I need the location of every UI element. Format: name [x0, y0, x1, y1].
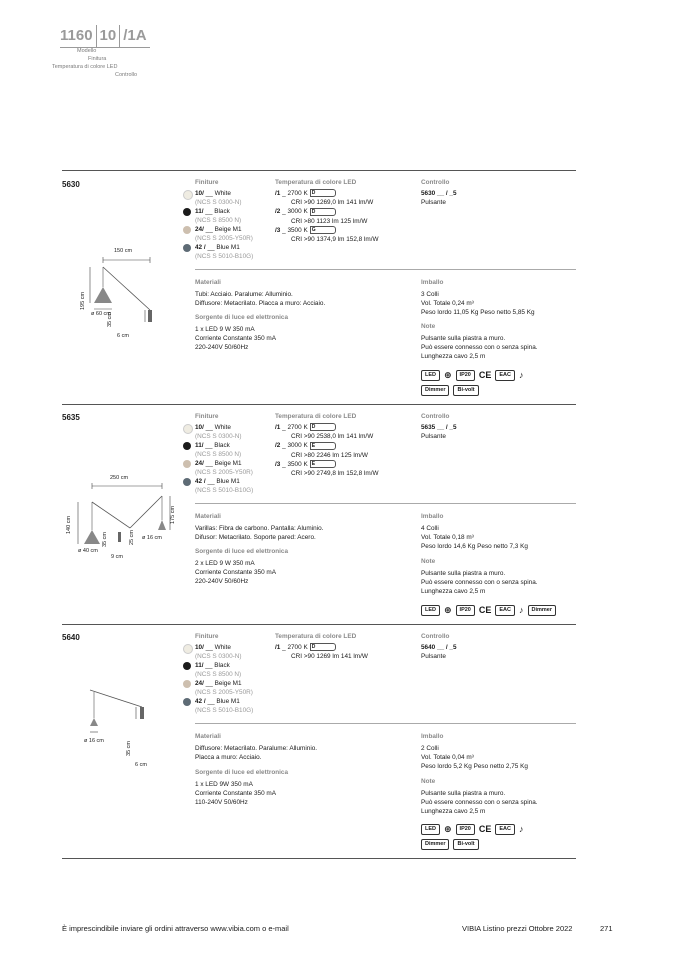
note-line: Può essere connesso con o senza spina. — [421, 344, 538, 351]
imballo-line: Vol. Totale 0,04 m³ — [421, 754, 474, 761]
sorgente-line: 110-240V 50/60Hz — [195, 799, 248, 806]
section-rule — [62, 170, 576, 171]
materiali-line: Diffusore: Metacrilato. Placca a muro: Acciaio. — [195, 300, 326, 307]
indoor-icon: ⊕ — [444, 370, 452, 380]
swatch-blue — [183, 698, 191, 706]
materiali-line: Tubi: Acciaio. Paralume: Alluminio. — [195, 291, 293, 298]
finish-list — [183, 643, 253, 715]
controllo-desc: Pulsante — [421, 199, 446, 206]
dim-label: 35 cm — [107, 312, 113, 327]
finish-white: 10/ __ White (NCS S 0300-N) — [183, 643, 253, 661]
materiali-line: Varillas: Fibra de carbono. Pantalla: Aluminio. — [195, 525, 324, 532]
controllo-desc: Pulsante — [421, 433, 446, 440]
finish-blue: 42 / __ Blue M1 (NCS S 5010-B10G) — [183, 243, 253, 261]
sorgente-line: Corriente Constante 350 mA — [195, 790, 276, 797]
led-class-icon: E — [310, 442, 336, 450]
led-class-icon: E — [310, 460, 336, 468]
temperature-list: /1 _ 2700 K D CRI >90 1269,0 lm 141 lm/W /2 _ 3000 K D CRI >80 1123 lm 125 lm/W /3 _ 3500 K G CRI >90 1374,9 lm 152,8 lm/W — [275, 190, 379, 244]
imballo-line: Peso lordo 5,2 Kg Peso netto 2,75 Kg — [421, 763, 528, 770]
sorgente-line: 220-240V 50/60Hz — [195, 344, 249, 351]
finish-list — [183, 423, 253, 495]
finish-black: 11/ __ Black (NCS S 8500 N) — [183, 661, 253, 679]
legend-label-control: Controllo — [115, 72, 138, 78]
note-line: Lunghezza cavo 2,5 m — [421, 353, 486, 360]
swatch-white — [183, 424, 193, 434]
controllo-code: 5640 __ / _5 — [421, 644, 457, 651]
product-code: 5640 — [62, 633, 80, 642]
dimmer-badge: Dimmer — [421, 839, 449, 850]
cert-badges-2 — [421, 385, 479, 396]
controllo-code: 5635 __ / _5 — [421, 424, 457, 431]
legend-label-temp: Temperatura di colore LED — [52, 64, 118, 70]
materiali-line: Placca a muro: Acciaio. — [195, 754, 262, 761]
dim-label: 150 cm — [114, 248, 133, 254]
finish-white: 10/ __ White (NCS S 0300-N) — [183, 189, 253, 207]
swatch-white — [183, 190, 193, 200]
plug-icon: ♪ — [519, 605, 524, 615]
code-legend — [52, 25, 180, 85]
note-heading: Note — [421, 558, 436, 565]
dim-label: 25 cm — [129, 530, 135, 545]
finish-beige: 24/ __ Beige M1 (NCS S 2005-Y50R) — [183, 225, 253, 243]
imballo-line: Vol. Totale 0,24 m³ — [421, 300, 474, 307]
note-line: Può essere connesso con o senza spina. — [421, 579, 538, 586]
eac-badge: EAC — [495, 824, 515, 835]
temperature-heading: Temperatura di colore LED — [275, 179, 357, 186]
bivolt-badge: Bi-volt — [453, 839, 478, 850]
imballo-heading: Imballo — [421, 733, 444, 740]
note-heading: Note — [421, 323, 436, 330]
note-heading: Note — [421, 778, 436, 785]
finiture-heading: Finiture — [195, 413, 219, 420]
note-line: Lunghezza cavo 2,5 m — [421, 808, 486, 815]
dim-label: 6 cm — [135, 762, 147, 768]
swatch-beige — [183, 460, 191, 468]
legend-code-model: 1160 — [60, 25, 97, 48]
imballo-line: 2 Colli — [421, 745, 439, 752]
led-class-icon: G — [310, 226, 336, 234]
finish-list — [183, 189, 253, 261]
finish-beige: 24/ __ Beige M1 (NCS S 2005-Y50R) — [183, 459, 253, 477]
imballo-line: 4 Colli — [421, 525, 439, 532]
imballo-line: Peso lordo 11,05 Kg Peso netto 5,85 Kg — [421, 309, 535, 316]
swatch-black — [183, 442, 191, 450]
note-line: Pulsante sulla piastra a muro. — [421, 335, 506, 342]
product-code: 5630 — [62, 180, 80, 189]
legend-label-model: Modello — [77, 48, 97, 54]
dim-label: ø 60 cm — [91, 311, 111, 317]
controllo-desc: Pulsante — [421, 653, 446, 660]
finish-white: 10/ __ White (NCS S 0300-N) — [183, 423, 253, 441]
cert-badges-2 — [421, 839, 479, 850]
sorgente-line: Corriente Constante 350 mA — [195, 335, 276, 342]
section-rule — [62, 624, 576, 625]
dim-label: 250 cm — [110, 475, 129, 481]
sorgente-line: 220-240V 50/60Hz — [195, 578, 249, 585]
cert-badges — [421, 605, 556, 616]
dim-label: 35 cm — [126, 741, 132, 756]
dim-label: 6 cm — [117, 333, 129, 339]
legend-code-finish: 10 — [97, 25, 121, 48]
dim-label: ø 16 cm — [142, 535, 162, 541]
sorgente-heading: Sorgente di luce ed elettronica — [195, 548, 289, 555]
sorgente-heading: Sorgente di luce ed elettronica — [195, 769, 289, 776]
section-rule — [62, 858, 576, 859]
sub-rule — [195, 723, 576, 724]
dim-label: 195 cm — [80, 291, 86, 310]
finish-black: 11/ __ Black (NCS S 8500 N) — [183, 207, 253, 225]
sorgente-line: Corriente Constante 350 mA — [195, 569, 276, 576]
cert-badges — [421, 370, 524, 381]
indoor-icon: ⊕ — [444, 605, 452, 615]
eac-badge: EAC — [495, 605, 515, 616]
note-line: Lunghezza cavo 2,5 m — [421, 588, 486, 595]
led-class-icon: D — [310, 643, 336, 651]
cert-badges — [421, 824, 524, 835]
sorgente-line: 2 x LED 9 W 350 mA — [195, 560, 255, 567]
plug-icon: ♪ — [519, 370, 524, 380]
led-badge: LED — [421, 605, 440, 616]
dim-label: 9 cm — [111, 554, 123, 560]
controllo-heading: Controllo — [421, 633, 450, 640]
dim-label: ø 16 cm — [84, 738, 104, 744]
product-diagram-5635 — [70, 478, 185, 568]
swatch-blue — [183, 244, 191, 252]
temperature-list: /1 _ 2700 K D CRI >90 2538,0 lm 141 lm/W /2 _ 3000 K E CRI >80 2246 lm 125 lm/W /3 _ 3500 K E CRI >90 2749,8 lm 152,8 lm/W — [275, 424, 379, 478]
sub-rule — [195, 269, 576, 270]
finiture-heading: Finiture — [195, 179, 219, 186]
plug-icon: ♪ — [519, 824, 524, 834]
led-class-icon: D — [310, 208, 336, 216]
temperature-list: /1 _ 2700 K D CRI >90 1269 lm 141 lm/W — [275, 644, 368, 661]
temperature-heading: Temperatura di colore LED — [275, 413, 357, 420]
swatch-black — [183, 208, 191, 216]
materiali-line: Diffusore: Metacrilato. Paralume: Alluminio. — [195, 745, 318, 752]
legend-label-finish: Finitura — [88, 56, 107, 62]
finish-beige: 24/ __ Beige M1 (NCS S 2005-Y50R) — [183, 679, 253, 697]
product-code: 5635 — [62, 413, 80, 422]
imballo-heading: Imballo — [421, 513, 444, 520]
finish-blue: 42 / __ Blue M1 (NCS S 5010-B10G) — [183, 697, 253, 715]
sorgente-line: 1 x LED 9W 350 mA — [195, 781, 253, 788]
ip20-badge: IP20 — [456, 824, 475, 835]
bivolt-badge: Bi-volt — [453, 385, 478, 396]
footer-notice: È imprescindibile inviare gli ordini attraverso www.vibia.com o e-mail — [62, 924, 289, 933]
finish-blue: 42 / __ Blue M1 (NCS S 5010-B10G) — [183, 477, 253, 495]
dim-label: 140 cm — [66, 515, 72, 534]
eac-badge: EAC — [495, 370, 515, 381]
finiture-heading: Finiture — [195, 633, 219, 640]
indoor-icon: ⊕ — [444, 824, 452, 834]
materiali-line: Difusor: Metacrilato. Soporte pared: Acero. — [195, 534, 316, 541]
temperature-heading: Temperatura di colore LED — [275, 633, 357, 640]
sorgente-heading: Sorgente di luce ed elettronica — [195, 314, 289, 321]
dim-label: 35 cm — [102, 532, 108, 547]
imballo-line: Vol. Totale 0,18 m³ — [421, 534, 474, 541]
controllo-heading: Controllo — [421, 413, 450, 420]
led-badge: LED — [421, 370, 440, 381]
ce-mark: CE — [478, 370, 492, 380]
swatch-white — [183, 644, 193, 654]
note-line: Pulsante sulla piastra a muro. — [421, 790, 506, 797]
note-line: Può essere connesso con o senza spina. — [421, 799, 538, 806]
product-diagram-5640 — [80, 680, 170, 760]
footer-brand: VIBIA Listino prezzi Ottobre 2022 — [462, 924, 573, 933]
sorgente-line: 1 x LED 9 W 350 mA — [195, 326, 255, 333]
imballo-heading: Imballo — [421, 279, 444, 286]
led-class-icon: D — [310, 423, 336, 431]
section-rule — [62, 404, 576, 405]
swatch-beige — [183, 680, 191, 688]
ip20-badge: IP20 — [456, 605, 475, 616]
led-badge: LED — [421, 824, 440, 835]
led-class-icon: D — [310, 189, 336, 197]
controllo-code: 5630 __ / _5 — [421, 190, 457, 197]
page-number: 271 — [600, 924, 613, 933]
ce-mark: CE — [478, 824, 492, 834]
note-line: Pulsante sulla piastra a muro. — [421, 570, 506, 577]
materiali-heading: Materiali — [195, 279, 221, 286]
ip20-badge: IP20 — [456, 370, 475, 381]
dimmer-badge: Dimmer — [421, 385, 449, 396]
swatch-beige — [183, 226, 191, 234]
sub-rule — [195, 503, 576, 504]
imballo-line: 3 Colli — [421, 291, 439, 298]
legend-code-temp: /1A — [120, 25, 149, 48]
ce-mark: CE — [478, 605, 492, 615]
materiali-heading: Materiali — [195, 733, 221, 740]
dim-label: ø 40 cm — [78, 548, 98, 554]
finish-black: 11/ __ Black (NCS S 8500 N) — [183, 441, 253, 459]
swatch-black — [183, 662, 191, 670]
dim-label: 175 cm — [170, 505, 176, 524]
materiali-heading: Materiali — [195, 513, 221, 520]
controllo-heading: Controllo — [421, 179, 450, 186]
imballo-line: Peso lordo 14,6 Kg Peso netto 7,3 Kg — [421, 543, 528, 550]
dimmer-badge: Dimmer — [528, 605, 556, 616]
